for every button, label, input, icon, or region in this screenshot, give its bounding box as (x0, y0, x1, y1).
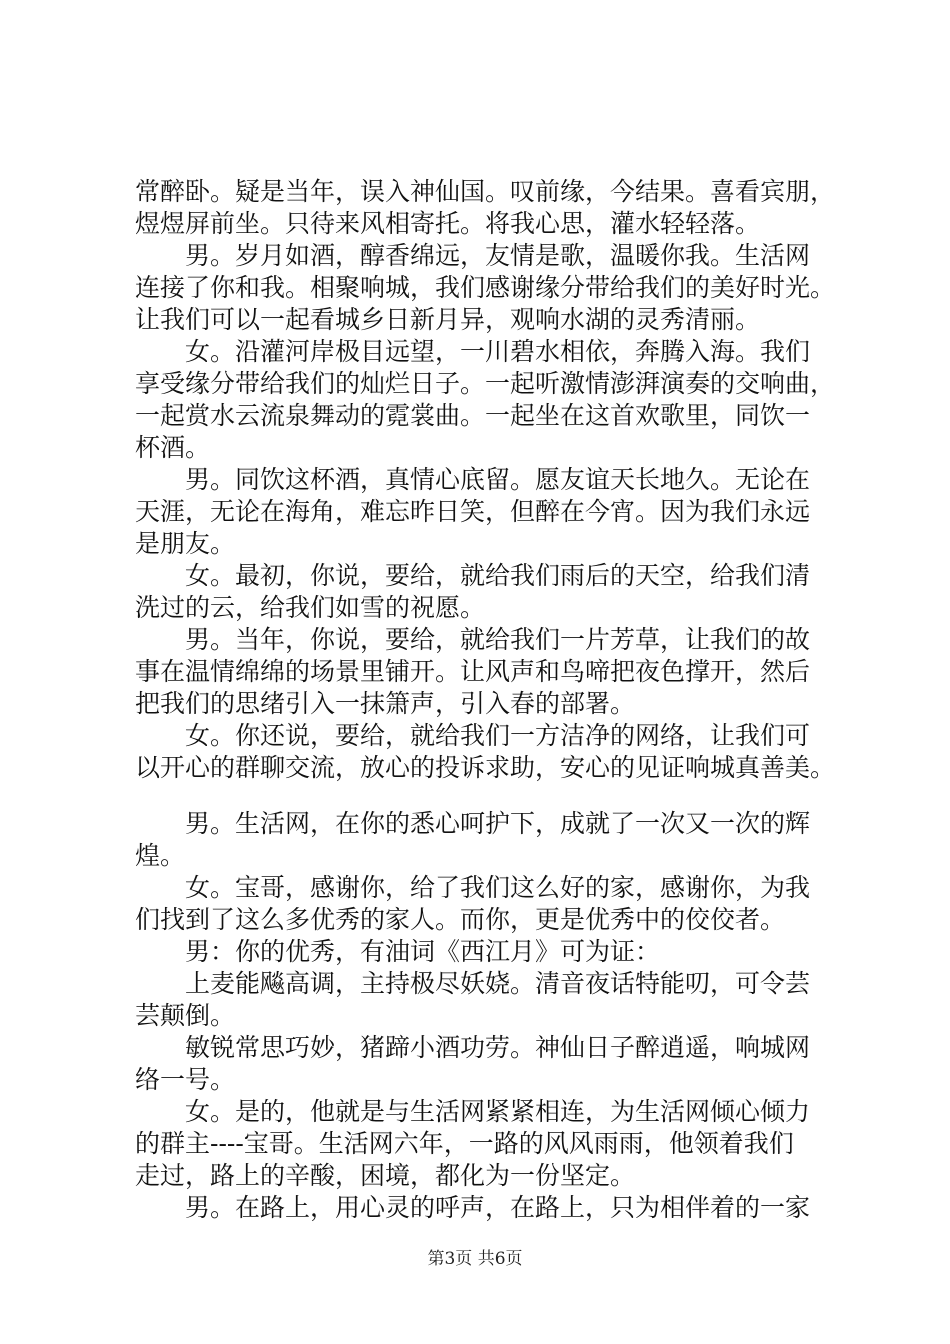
text-line: 们找到了这么多优秀的家人。而你，更是优秀中的佼佼者。 (135, 905, 786, 934)
text-line: 一起赏水云流泉舞动的霓裳曲。一起坐在这首欢歌里，同饮一 (135, 401, 811, 430)
text-line: 以开心的群聊交流，放心的投诉求助，安心的见证响城真善美。 (135, 753, 836, 782)
text-line: 杯酒。 (135, 433, 211, 462)
text-line: 走过，路上的辛酸，困境，都化为一份坚定。 (135, 1161, 636, 1190)
text-line: 络一号。 (135, 1065, 236, 1094)
text-line: 享受缘分带给我们的灿烂日子。一起听激情澎湃演奏的交响曲， (135, 369, 836, 398)
text-line: 事在温情绵绵的场景里铺开。让风声和鸟啼把夜色撑开，然后 (135, 657, 811, 686)
text-line: 女。是的，他就是与生活网紧紧相连，为生活网倾心倾力 (185, 1097, 811, 1126)
text-line: 女。宝哥，感谢你，给了我们这么好的家，感谢你，为我 (185, 873, 811, 902)
text-line: 把我们的思绪引入一抹箫声，引入春的部署。 (135, 689, 636, 718)
text-line: 男。当年，你说，要给，就给我们一片芳草，让我们的故 (185, 625, 811, 654)
text-line: 让我们可以一起看城乡日新月异，观响水湖的灵秀清丽。 (135, 305, 761, 334)
text-line: 的群主----宝哥。生活网六年，一路的风风雨雨，他领着我们 (135, 1129, 794, 1158)
text-line: 上麦能飚高调，主持极尽妖娆。清音夜话特能叨，可令芸 (185, 969, 811, 998)
text-line: 连接了你和我。相聚响城，我们感谢缘分带给我们的美好时光。 (135, 273, 836, 302)
text-line: 男。在路上，用心灵的呼声，在路上，只为相伴着的一家 (185, 1193, 811, 1222)
text-line: 男。生活网，在你的悉心呵护下，成就了一次又一次的辉 (185, 809, 811, 838)
text-line: 常醉卧。疑是当年，误入神仙国。叹前缘，今结果。喜看宾朋， (135, 177, 836, 206)
text-line: 女。最初，你说，要给，就给我们雨后的天空，给我们清 (185, 561, 811, 590)
text-line: 芸颠倒。 (135, 1001, 236, 1030)
text-line: 是朋友。 (135, 529, 236, 558)
paragraph-gap (135, 784, 835, 808)
text-line: 天涯，无论在海角，难忘昨日笑，但醉在今宵。因为我们永远 (135, 497, 811, 526)
text-line: 男。岁月如酒，醇香绵远，友情是歌，温暖你我。生活网 (185, 241, 811, 270)
page-footer: 第3页 共6页 (427, 1249, 523, 1269)
text-line: 敏锐常思巧妙，猪蹄小酒功劳。神仙日子醉逍遥，响城网 (185, 1033, 811, 1062)
text-line: 女。你还说，要给，就给我们一方洁净的网络，让我们可 (185, 721, 811, 750)
text-line: 煌。 (135, 841, 186, 870)
text-line: 女。沿灌河岸极目远望，一川碧水相依，奔腾入海。我们 (185, 337, 811, 366)
text-line: 洗过的云，给我们如雪的祝愿。 (135, 593, 486, 622)
text-line: 男：你的优秀，有油词《西江月》可为证： (185, 937, 661, 966)
text-line: 男。同饮这杯酒，真情心底留。愿友谊天长地久。无论在 (185, 465, 811, 494)
text-line: 煜煜屏前坐。只待来风相寄托。将我心思，灌水轻轻落。 (135, 209, 761, 238)
document-body (135, 176, 835, 1224)
